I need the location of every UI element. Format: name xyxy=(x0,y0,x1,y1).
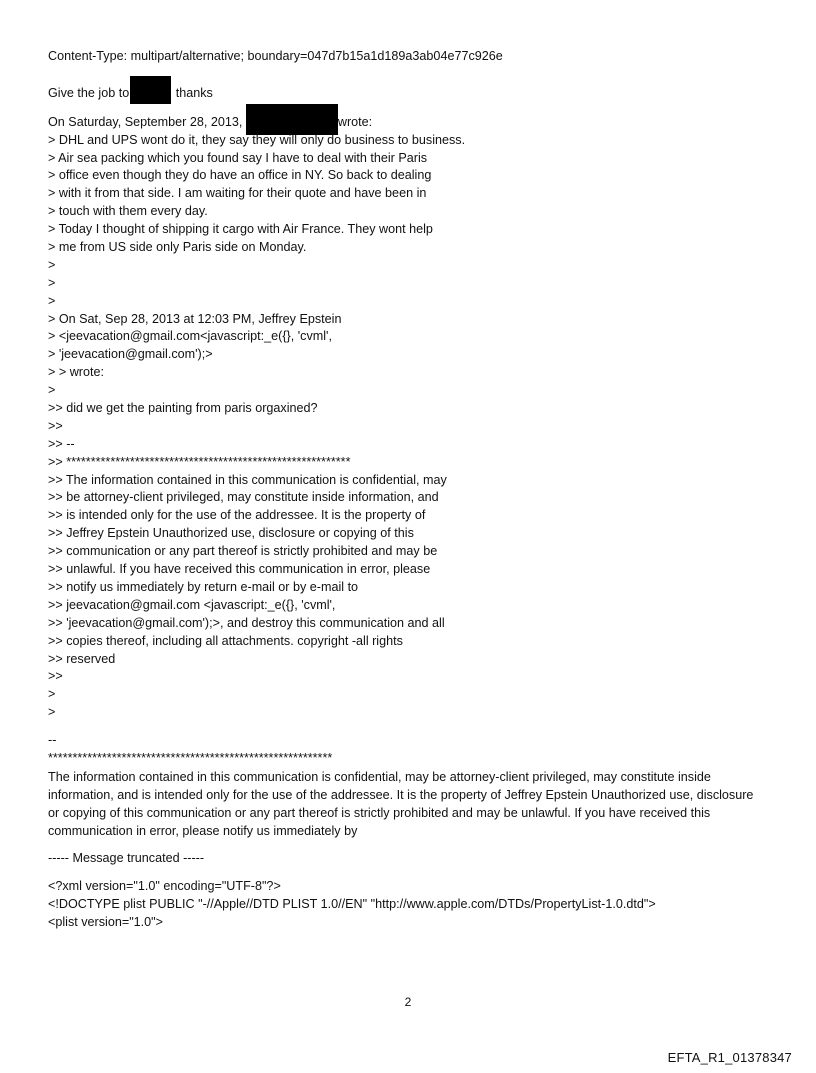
quoted-line: > touch with them every day. xyxy=(48,204,208,219)
signature-dashes: -- xyxy=(48,733,57,748)
attribution-text: On Saturday, September 28, 2013, xyxy=(48,114,246,129)
quoted-line: > <jeevacation@gmail.com<javascript:_e({}, 'cvml', xyxy=(48,329,332,344)
quoted-line: > DHL and UPS wont do it, they say they will only do business to business. xyxy=(48,132,466,147)
reply-line xyxy=(48,76,788,100)
page-number: 2 xyxy=(404,995,412,1009)
quoted-line: >> reserved xyxy=(48,651,116,666)
quoted-line: >> be attorney-client privileged, may constitute inside information, and xyxy=(48,490,439,505)
xml-line: <!DOCTYPE plist PUBLIC "-//Apple//DTD PLIST 1.0//EN" "http://www.apple.com/DTDs/PropertyList-1.0.dtd"> xyxy=(48,896,656,911)
quoted-line: > Air sea packing which you found say I have to deal with their Paris xyxy=(48,150,428,165)
quoted-line: > Today I thought of shipping it cargo with Air France. They wont help xyxy=(48,222,433,237)
reply-text-end: thanks xyxy=(172,85,213,100)
content-type-header: Content-Type: multipart/alternative; boundary=047d7b15a1d189a3ab04e77c926e xyxy=(48,49,503,63)
quoted-message xyxy=(48,132,788,722)
quoted-line: >> is intended only for the use of the addressee. It is the property of xyxy=(48,508,426,523)
quoted-line: >> xyxy=(48,418,63,433)
quoted-line: > 'jeevacation@gmail.com');> xyxy=(48,347,213,362)
quoted-line: > xyxy=(48,687,56,702)
quoted-line: >> -- xyxy=(48,436,75,451)
quoted-line: > xyxy=(48,293,56,308)
quoted-line: >> Jeffrey Epstein Unauthorized use, disclosure or copying of this xyxy=(48,526,414,541)
quoted-line: >> unlawful. If you have received this communication in error, please xyxy=(48,562,431,577)
disclaimer-paragraph: The information contained in this communication is confidential, may be attorney-client privileged, may constitute inside information, and is intended only for the use of the addressee. It is the property of Jeffrey Epstein Unauthorized use, disclosure or copying of this communication or any part thereof is strictly prohibited and may be unlawful. If you have received this communication in error, please notify us immediately by xyxy=(48,769,754,838)
truncation-notice: ----- Message truncated ----- xyxy=(48,850,205,865)
quoted-line: >> copies thereof, including all attachments. copyright -all rights xyxy=(48,633,403,648)
quoted-line: >> xyxy=(48,669,63,684)
xml-line: <plist version="1.0"> xyxy=(48,914,164,929)
quoted-line: >> did we get the painting from paris orgaxined? xyxy=(48,401,318,416)
quoted-line: > with it from that side. I am waiting for their quote and have been in xyxy=(48,186,427,201)
quoted-line: > xyxy=(48,383,56,398)
signature-stars: ********************************************************** xyxy=(48,750,333,765)
quoted-line: >> The information contained in this communication is confidential, may xyxy=(48,472,447,487)
quoted-line: > On Sat, Sep 28, 2013 at 12:03 PM, Jeffrey Epstein xyxy=(48,311,342,326)
redaction-box xyxy=(246,104,338,135)
quoted-line: > xyxy=(48,257,56,272)
quoted-line: >> ********************************************************** xyxy=(48,454,351,469)
quoted-line: > xyxy=(48,275,56,290)
xml-line: <?xml version="1.0" encoding="UTF-8"?> xyxy=(48,878,281,893)
quoted-line: > office even though they do have an office in NY. So back to dealing xyxy=(48,168,432,183)
quoted-line: > xyxy=(48,705,56,720)
quoted-line: >> 'jeevacation@gmail.com');>, and destroy this communication and all xyxy=(48,615,445,630)
quoted-line: > me from US side only Paris side on Monday. xyxy=(48,240,307,255)
attribution-line xyxy=(48,104,788,129)
quoted-line: >> notify us immediately by return e-mail or by e-mail to xyxy=(48,579,359,594)
redaction-box xyxy=(130,76,171,104)
attribution-end: wrote: xyxy=(337,114,373,129)
quoted-line: >> communication or any part thereof is strictly prohibited and may be xyxy=(48,544,438,559)
xml-block xyxy=(48,878,788,932)
document-id: EFTA_R1_01378347 xyxy=(667,1050,792,1065)
document-body xyxy=(48,48,788,931)
reply-text: Give the job to xyxy=(48,85,130,100)
quoted-line: > > wrote: xyxy=(48,365,105,380)
quoted-line: >> jeevacation@gmail.com <javascript:_e({}, 'cvml', xyxy=(48,597,336,612)
